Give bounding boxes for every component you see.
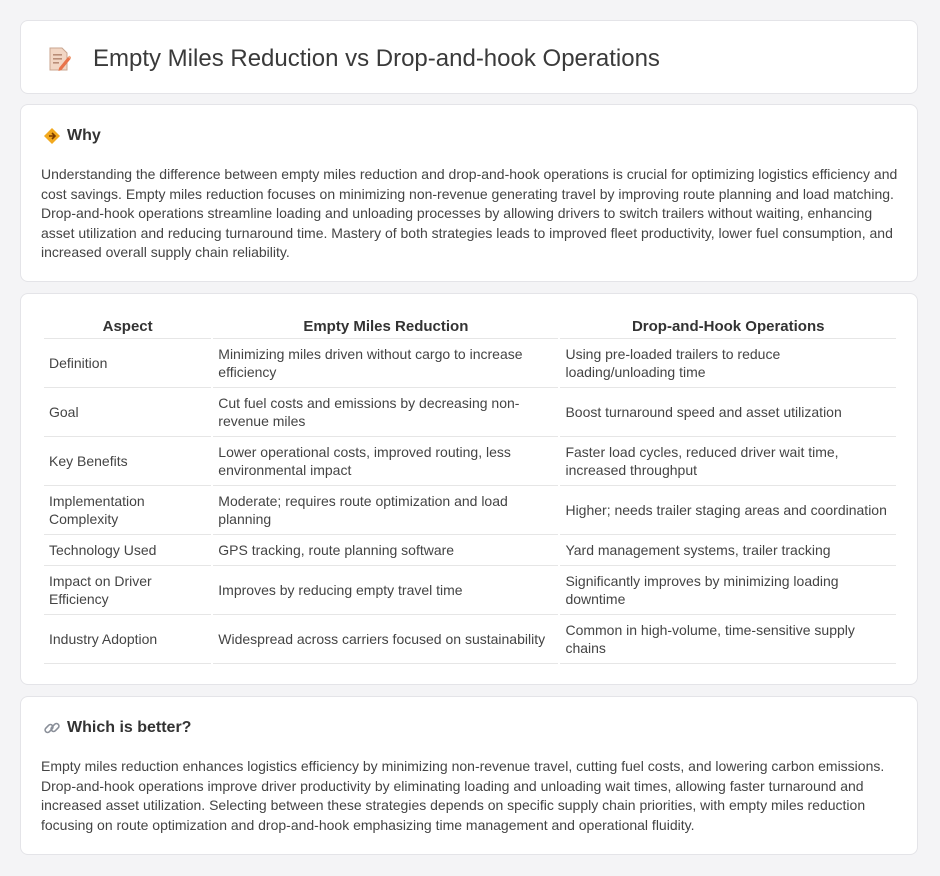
row-aspect: Impact on Driver Efficiency	[44, 566, 211, 615]
which-is-better-section	[20, 696, 918, 855]
title-card	[20, 20, 918, 94]
row-aspect: Industry Adoption	[44, 615, 211, 664]
row-drop-and-hook-value: Common in high-volume, time-sensitive supply chains	[560, 615, 896, 664]
column-header-aspect: Aspect	[44, 316, 211, 339]
why-heading: Why	[67, 127, 101, 144]
row-drop-and-hook-value: Faster load cycles, reduced driver wait time, increased throughput	[560, 437, 896, 486]
column-header-drop-and-hook: Drop-and-Hook Operations	[560, 316, 896, 339]
diamond-warning-icon	[43, 127, 61, 145]
row-empty-miles-value: Improves by reducing empty travel time	[213, 566, 558, 615]
table-row	[44, 566, 896, 615]
row-empty-miles-value: Moderate; requires route optimization and load planning	[213, 486, 558, 535]
table-row	[44, 615, 896, 664]
which-is-better-text: Empty miles reduction enhances logistics efficiency by minimizing non-revenue travel, cutting fuel costs, and lowering carbon emissions. Drop-and-hook operations improve driver productivity by eliminating loading and unloading wait times, allowing faster turnaround and increased asset utilization. Selecting between these strategies depends on specific supply chain priorities, with empty miles reduction focusing on route optimization and drop-and-hook emphasizing time management and operational fluidity.	[41, 758, 885, 833]
row-empty-miles-value: Minimizing miles driven without cargo to increase efficiency	[213, 339, 558, 388]
comparison-table-card	[20, 293, 918, 685]
why-text: Understanding the difference between empty miles reduction and drop-and-hook operations is crucial for optimizing logistics efficiency and cost savings. Empty miles reduction focuses on minimizing non-revenue generating travel by improving route planning and load matching. Drop-and-hook operations streamline loading and unloading processes by allowing drivers to switch trailers without waiting, enhancing asset utilization and reducing turnaround time. Mastery of both strategies leads to improved fleet productivity, lower fuel consumption, and increased overall supply chain reliability.	[41, 166, 898, 261]
page-title: Empty Miles Reduction vs Drop-and-hook Operations	[93, 45, 660, 72]
why-section	[20, 104, 918, 282]
row-empty-miles-value: Cut fuel costs and emissions by decreasing non-revenue miles	[213, 388, 558, 437]
row-empty-miles-value: Widespread across carriers focused on sustainability	[213, 615, 558, 664]
row-drop-and-hook-value: Using pre-loaded trailers to reduce loading/unloading time	[560, 339, 896, 388]
row-aspect: Goal	[44, 388, 211, 437]
row-drop-and-hook-value: Boost turnaround speed and asset utilization	[560, 388, 896, 437]
table-row	[44, 486, 896, 535]
row-aspect: Implementation Complexity	[44, 486, 211, 535]
row-drop-and-hook-value: Higher; needs trailer staging areas and coordination	[560, 486, 896, 535]
table-row	[44, 535, 896, 566]
link-icon	[43, 719, 61, 737]
row-empty-miles-value: Lower operational costs, improved routing, less environmental impact	[213, 437, 558, 486]
which-is-better-heading: Which is better?	[67, 719, 192, 736]
column-header-empty-miles: Empty Miles Reduction	[213, 316, 558, 339]
row-empty-miles-value: GPS tracking, route planning software	[213, 535, 558, 566]
table-row	[44, 437, 896, 486]
row-drop-and-hook-value: Significantly improves by minimizing loading downtime	[560, 566, 896, 615]
table-row	[44, 388, 896, 437]
row-drop-and-hook-value: Yard management systems, trailer tracking	[560, 535, 896, 566]
row-aspect: Key Benefits	[44, 437, 211, 486]
row-aspect: Definition	[44, 339, 211, 388]
table-row	[44, 339, 896, 388]
row-aspect: Technology Used	[44, 535, 211, 566]
comparison-table	[42, 316, 898, 664]
document-pencil-icon	[47, 46, 71, 72]
